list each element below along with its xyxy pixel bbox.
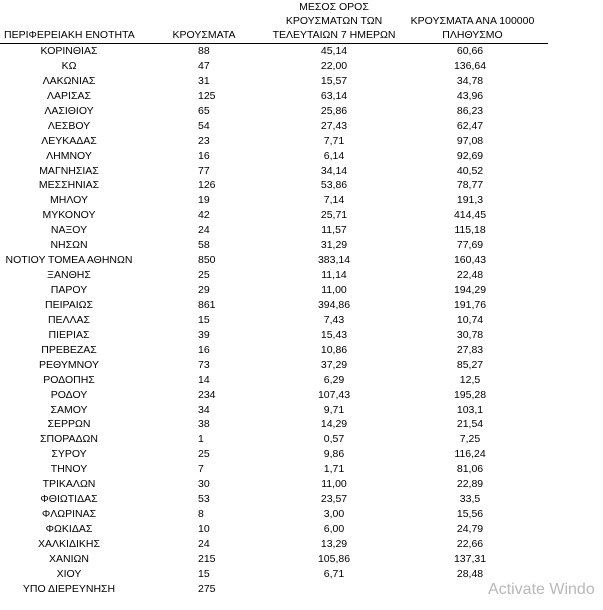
cell-per100k: 103,1 bbox=[456, 403, 484, 416]
cell-avg7: 25,86 bbox=[320, 104, 348, 117]
cell-region: ΠΙΕΡΙΑΣ bbox=[48, 328, 90, 341]
activate-windows-watermark: Activate Windo bbox=[488, 581, 595, 598]
cell-cases: 25 bbox=[198, 448, 210, 461]
cell-per100k: 116,24 bbox=[454, 448, 486, 461]
table-row bbox=[0, 343, 603, 358]
cell-per100k: 7,25 bbox=[459, 433, 481, 446]
table-row bbox=[0, 149, 603, 164]
cell-avg7: 3,00 bbox=[323, 508, 345, 521]
cell-cases: 215 bbox=[198, 552, 216, 565]
cell-region: ΜΑΓΝΗΣΙΑΣ bbox=[39, 164, 99, 177]
cell-region: ΜΥΚΟΝΟΥ bbox=[42, 209, 96, 222]
cell-cases: 77 bbox=[198, 164, 210, 177]
cell-cases: 126 bbox=[198, 179, 216, 192]
cell-per100k: 137,31 bbox=[453, 552, 487, 565]
cell-cases: 65 bbox=[198, 104, 210, 117]
cell-cases: 234 bbox=[198, 388, 216, 401]
header-avg7-line: ΜΕΣΟΣ ΟΡΟΣ bbox=[299, 1, 369, 13]
cell-per100k: 81,06 bbox=[456, 463, 484, 476]
cell-per100k: 10,74 bbox=[456, 313, 484, 326]
cell-cases: 23 bbox=[198, 134, 210, 147]
cell-avg7: 45,14 bbox=[320, 45, 348, 57]
cell-per100k: 22,89 bbox=[456, 478, 484, 491]
cell-region: ΦΘΙΩΤΙΔΑΣ bbox=[40, 493, 98, 506]
header-region-label: ΠΕΡΙΦΕΡΕΙΑΚΗ ΕΝΟΤΗΤΑ bbox=[4, 29, 135, 41]
cell-per100k: 194,29 bbox=[453, 284, 487, 296]
table-row bbox=[0, 74, 603, 89]
cell-region: ΝΟΤΙΟΥ ΤΟΜΕΑ ΑΘΗΝΩΝ bbox=[5, 254, 133, 267]
table-row bbox=[0, 253, 603, 268]
cell-avg7: 31,29 bbox=[320, 239, 348, 252]
cell-avg7: 11,00 bbox=[321, 284, 347, 296]
cell-per100k: 22,66 bbox=[456, 537, 484, 550]
cell-region: ΤΡΙΚΑΛΩΝ bbox=[42, 478, 96, 491]
cell-cases: 42 bbox=[198, 209, 210, 222]
table-row bbox=[0, 432, 603, 447]
cell-avg7: 11,14 bbox=[321, 269, 347, 282]
cell-cases: 125 bbox=[198, 89, 216, 102]
cell-avg7: 394,86 bbox=[317, 298, 351, 311]
cell-region: ΧΑΛΚΙΔΙΚΗΣ bbox=[38, 537, 100, 550]
cell-region: ΧΑΝΙΩΝ bbox=[49, 552, 89, 565]
cell-region: ΛΑΣΙΘΙΟΥ bbox=[44, 104, 94, 117]
cell-cases: 58 bbox=[198, 239, 210, 252]
table-row bbox=[0, 178, 603, 193]
cell-cases: 1 bbox=[198, 433, 204, 446]
cell-avg7: 27,43 bbox=[320, 119, 348, 132]
cell-avg7: 11,57 bbox=[321, 224, 347, 237]
cell-avg7: 1,71 bbox=[323, 463, 345, 476]
table-row bbox=[0, 492, 603, 507]
cell-cases: 24 bbox=[198, 537, 210, 550]
cell-avg7: 23,57 bbox=[320, 493, 348, 506]
cell-cases: 16 bbox=[198, 343, 210, 356]
table-row bbox=[0, 537, 603, 552]
cell-region: ΦΩΚΙΔΑΣ bbox=[45, 523, 93, 535]
header-per100k bbox=[400, 14, 545, 42]
table-row bbox=[0, 313, 603, 328]
table-row bbox=[0, 283, 603, 298]
cell-per100k: 115,18 bbox=[454, 224, 486, 237]
table-row bbox=[0, 328, 603, 343]
cell-avg7: 7,43 bbox=[323, 313, 345, 326]
cell-region: ΥΠΟ ΔΙΕΡΕΥΝΗΣΗ bbox=[22, 582, 116, 595]
table-row bbox=[0, 522, 603, 537]
table-row bbox=[0, 208, 603, 223]
cell-per100k: 191,3 bbox=[456, 194, 484, 207]
cell-avg7: 25,71 bbox=[320, 209, 348, 222]
cell-region: ΞΑΝΘΗΣ bbox=[47, 269, 91, 282]
cell-cases: 53 bbox=[198, 493, 210, 506]
cell-avg7: 107,43 bbox=[317, 388, 351, 401]
cell-avg7: 10,86 bbox=[320, 343, 348, 356]
cell-cases: 73 bbox=[198, 358, 210, 371]
cell-avg7: 7,71 bbox=[323, 134, 345, 147]
cell-region: ΛΗΜΝΟΥ bbox=[46, 149, 92, 162]
cell-per100k: 21,54 bbox=[456, 418, 484, 431]
table-row bbox=[0, 44, 603, 59]
cell-cases: 7 bbox=[198, 463, 204, 476]
cell-cases: 15 bbox=[198, 567, 210, 580]
table-body bbox=[0, 44, 603, 597]
cell-per100k: 77,69 bbox=[456, 239, 484, 252]
cell-per100k: 97,08 bbox=[456, 134, 484, 147]
table-row bbox=[0, 59, 603, 74]
cell-region: ΝΑΞΟΥ bbox=[50, 224, 88, 237]
cell-avg7: 37,29 bbox=[320, 358, 348, 371]
cell-cases: 29 bbox=[198, 284, 210, 296]
cell-region: ΠΕΛΛΑΣ bbox=[47, 313, 91, 326]
table-row bbox=[0, 417, 603, 432]
table-row bbox=[0, 552, 603, 567]
cell-cases: 34 bbox=[198, 403, 210, 416]
header-per100k-line: ΠΛΗΘΥΣΜΟ bbox=[442, 29, 503, 41]
cell-region: ΡΟΔΟΥ bbox=[50, 388, 88, 401]
cell-per100k: 22,48 bbox=[456, 269, 484, 282]
cell-avg7: 13,29 bbox=[320, 537, 348, 550]
cell-region: ΚΟΡΙΝΘΙΑΣ bbox=[40, 45, 98, 57]
header-per100k-line: ΚΡΟΥΣΜΑΤΑ ΑΝΑ 100000 bbox=[410, 15, 535, 27]
cell-region: ΣΥΡΟΥ bbox=[51, 448, 87, 461]
table-row bbox=[0, 447, 603, 462]
cell-region: ΝΗΣΩΝ bbox=[50, 239, 88, 252]
cell-avg7: 14,29 bbox=[320, 418, 348, 431]
table-row bbox=[0, 358, 603, 373]
cell-cases: 54 bbox=[198, 119, 210, 132]
cell-cases: 15 bbox=[198, 313, 210, 326]
cell-per100k: 40,52 bbox=[456, 164, 484, 177]
cell-avg7: 53,86 bbox=[320, 179, 348, 192]
cell-avg7: 7,14 bbox=[323, 194, 345, 207]
cell-per100k: 195,28 bbox=[453, 388, 487, 401]
cell-per100k: 43,96 bbox=[456, 89, 484, 102]
cell-avg7: 15,43 bbox=[320, 328, 348, 341]
cell-cases: 39 bbox=[198, 328, 210, 341]
cell-region: ΛΑΡΙΣΑΣ bbox=[47, 89, 91, 102]
header-avg7 bbox=[272, 0, 396, 42]
cell-cases: 14 bbox=[198, 373, 210, 386]
cell-avg7: 0,57 bbox=[323, 433, 345, 446]
header-avg7-line: ΚΡΟΥΣΜΑΤΩΝ ΤΩΝ bbox=[285, 15, 383, 27]
cell-per100k: 86,23 bbox=[456, 104, 484, 117]
cell-avg7: 6,29 bbox=[323, 373, 345, 386]
header-avg7-line: ΤΕΛΕΥΤΑΙΩΝ 7 ΗΜΕΡΩΝ bbox=[272, 29, 396, 41]
table-row bbox=[0, 193, 603, 208]
table-row bbox=[0, 507, 603, 522]
cell-per100k: 414,45 bbox=[453, 209, 487, 222]
table-row bbox=[0, 223, 603, 238]
table-row bbox=[0, 373, 603, 388]
cell-region: ΦΛΩΡΙΝΑΣ bbox=[41, 508, 97, 521]
cell-cases: 861 bbox=[198, 298, 216, 311]
cell-per100k: 27,83 bbox=[456, 343, 484, 356]
cell-per100k: 78,77 bbox=[456, 179, 484, 192]
cell-per100k: 34,78 bbox=[456, 74, 484, 87]
table-row bbox=[0, 238, 603, 253]
cell-cases: 19 bbox=[198, 194, 210, 207]
cell-per100k: 62,47 bbox=[456, 119, 484, 132]
table-row bbox=[0, 268, 603, 283]
cell-per100k: 33,5 bbox=[459, 493, 481, 506]
header-cases bbox=[165, 28, 243, 42]
cell-avg7: 15,57 bbox=[320, 74, 348, 87]
header-cases-label: ΚΡΟΥΣΜΑΤΑ bbox=[172, 29, 236, 41]
cell-avg7: 6,00 bbox=[323, 523, 345, 535]
cell-region: ΤΗΝΟΥ bbox=[50, 463, 88, 476]
cell-per100k: 60,66 bbox=[456, 45, 484, 57]
cell-cases: 275 bbox=[198, 582, 216, 595]
cell-cases: 25 bbox=[198, 269, 210, 282]
cell-region: ΛΑΚΩΝΙΑΣ bbox=[42, 74, 96, 87]
cell-region: ΠΡΕΒΕΖΑΣ bbox=[41, 343, 97, 356]
cell-cases: 24 bbox=[198, 224, 210, 237]
cell-cases: 8 bbox=[198, 508, 204, 521]
cell-avg7: 11,00 bbox=[321, 478, 347, 491]
cell-cases: 16 bbox=[198, 149, 210, 162]
cell-region: ΣΠΟΡΑΔΩΝ bbox=[40, 433, 98, 446]
cell-avg7: 383,14 bbox=[317, 254, 351, 267]
table-row bbox=[0, 477, 603, 492]
table-row bbox=[0, 388, 603, 403]
cell-avg7: 9,86 bbox=[323, 448, 345, 461]
table-row bbox=[0, 567, 603, 582]
cell-per100k: 28,48 bbox=[456, 567, 484, 580]
header-region bbox=[0, 28, 139, 42]
cell-cases: 10 bbox=[198, 523, 210, 535]
cell-per100k: 191,76 bbox=[453, 298, 487, 311]
cell-per100k: 160,43 bbox=[453, 254, 487, 267]
table-row bbox=[0, 134, 603, 149]
cell-region: ΠΑΡΟΥ bbox=[50, 284, 88, 296]
table-row bbox=[0, 298, 603, 313]
cell-cases: 850 bbox=[198, 254, 216, 267]
cell-per100k: 92,69 bbox=[456, 149, 484, 162]
cell-cases: 47 bbox=[198, 59, 210, 72]
cell-region: ΡΕΘΥΜΝΟΥ bbox=[38, 358, 99, 371]
table-row bbox=[0, 403, 603, 418]
cell-region: ΡΟΔΟΠΗΣ bbox=[43, 373, 95, 386]
cell-region: ΧΙΟΥ bbox=[56, 567, 82, 580]
table-row bbox=[0, 462, 603, 477]
cell-region: ΠΕΙΡΑΙΩΣ bbox=[45, 298, 93, 311]
cell-per100k: 24,79 bbox=[456, 523, 484, 535]
cell-region: ΚΩ bbox=[61, 59, 77, 72]
table-row bbox=[0, 119, 603, 134]
cell-per100k: 12,5 bbox=[459, 373, 481, 386]
table-row bbox=[0, 164, 603, 179]
cell-region: ΣΑΜΟΥ bbox=[50, 403, 88, 416]
cell-region: ΛΕΥΚΑΔΑΣ bbox=[41, 134, 97, 147]
cell-avg7: 9,71 bbox=[323, 403, 345, 416]
cell-avg7: 63,14 bbox=[320, 89, 348, 102]
cell-avg7: 22,00 bbox=[320, 59, 348, 72]
cell-cases: 30 bbox=[198, 478, 210, 491]
cell-avg7: 6,14 bbox=[323, 149, 345, 162]
cell-region: ΣΕΡΡΩΝ bbox=[47, 418, 91, 431]
cell-cases: 88 bbox=[198, 45, 210, 57]
cell-avg7: 6,71 bbox=[323, 567, 345, 580]
cell-avg7: 34,14 bbox=[320, 164, 348, 177]
cell-per100k: 30,78 bbox=[456, 328, 484, 341]
cell-cases: 38 bbox=[198, 418, 210, 431]
cell-region: ΛΕΣΒΟΥ bbox=[47, 119, 91, 132]
cell-per100k: 136,64 bbox=[453, 59, 487, 72]
table-row bbox=[0, 104, 603, 119]
cell-region: ΜΕΣΣΗΝΙΑΣ bbox=[38, 179, 100, 192]
cell-cases: 31 bbox=[198, 74, 210, 87]
cell-region: ΜΗΛΟΥ bbox=[50, 194, 88, 207]
table-row bbox=[0, 89, 603, 104]
cell-per100k: 15,56 bbox=[456, 508, 484, 521]
cell-per100k: 85,27 bbox=[456, 358, 484, 371]
cell-avg7: 105,86 bbox=[317, 552, 351, 565]
